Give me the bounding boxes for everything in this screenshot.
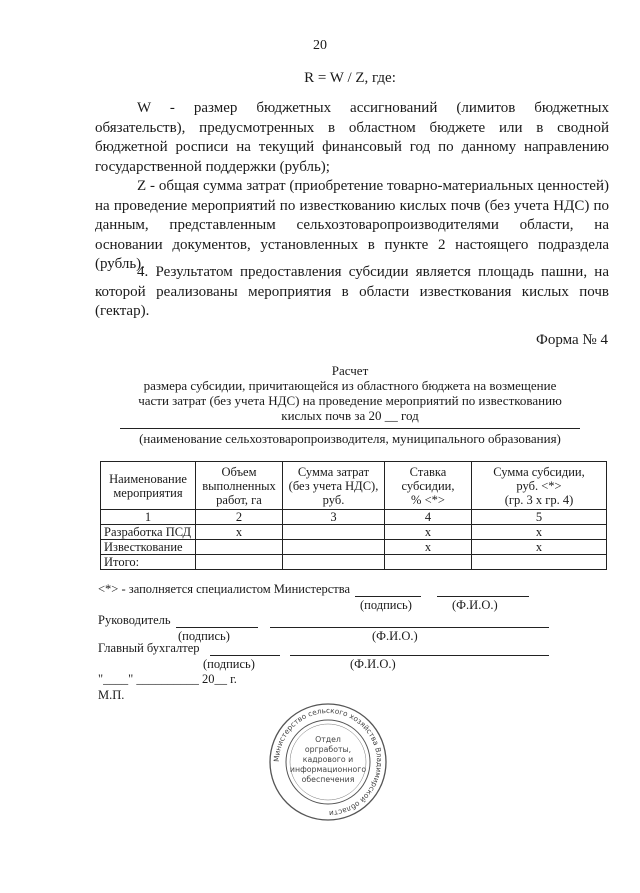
subsidy-table bbox=[100, 461, 607, 570]
definition-w-text: W - размер бюджетных ассигнований (лимитов бюджетных обязательств), предусмотренных в областном бюджете или в сводной бюджетной росписи на текущий финансовый год по данному направлению государственной поддержки (рубль); bbox=[95, 100, 609, 175]
header-cell: Сумма затрат (без учета НДС), руб. bbox=[283, 462, 385, 510]
stamp-line: обеспечения bbox=[301, 775, 355, 784]
stamp-line: Отдел bbox=[315, 735, 341, 744]
definition-z-text: Z - общая сумма затрат (приобретение товарно-материальных ценностей) на проведение мероприятий по известкованию кислых почв (без учета НДС) по данным, представленным сельхозтоваропроизводителями области, на основании документов, установленных в пункте 2 настоящего подраздела (рубль). bbox=[95, 178, 609, 272]
table-header-row bbox=[101, 462, 607, 510]
calc-line-1: размера субсидии, причитающейся из областного бюджета на возмещение bbox=[143, 378, 557, 393]
footnote: <*> - заполняется специалистом Министерства bbox=[98, 582, 351, 596]
head-signature-caption: (подпись) bbox=[178, 629, 230, 643]
number-cell: 1 bbox=[101, 510, 196, 525]
number-cell: 3 bbox=[283, 510, 385, 525]
definition-w bbox=[95, 99, 609, 177]
table-cell: x bbox=[385, 540, 472, 555]
table-cell: x bbox=[472, 525, 607, 540]
calc-line-3: кислых почв за 20 __ год bbox=[281, 408, 419, 423]
form-number: Форма № 4 bbox=[536, 332, 608, 348]
table-cell bbox=[196, 540, 283, 555]
ministry-name-line bbox=[437, 596, 529, 597]
table-cell bbox=[283, 525, 385, 540]
page-number: 20 bbox=[313, 38, 327, 53]
table-row bbox=[101, 540, 607, 555]
formula: R = W / Z, где: bbox=[304, 70, 396, 86]
calc-title: Расчет bbox=[331, 363, 369, 378]
calculation-title bbox=[120, 363, 580, 423]
date-line: "____" __________ 20__ г. bbox=[98, 672, 237, 686]
accountant-name-caption: (Ф.И.О.) bbox=[350, 657, 396, 671]
table-cell bbox=[283, 540, 385, 555]
table-cell: Разработка ПСД bbox=[101, 525, 196, 540]
head-name-line bbox=[270, 627, 549, 628]
accountant-signature-line bbox=[210, 655, 280, 656]
number-cell: 5 bbox=[472, 510, 607, 525]
seal-label: М.П. bbox=[98, 688, 125, 702]
table-cell bbox=[385, 555, 472, 570]
stamp-line: информационного bbox=[289, 765, 367, 774]
accountant-signature-caption: (подпись) bbox=[203, 657, 255, 671]
ministry-name-caption: (Ф.И.О.) bbox=[452, 598, 498, 612]
calc-line-2: части затрат (без учета НДС) на проведение мероприятий по известкованию bbox=[138, 393, 562, 408]
stamp-ring-text: Министерство сельского хозяйства Владимирской области bbox=[271, 705, 385, 819]
table-cell: x bbox=[385, 525, 472, 540]
table-cell bbox=[283, 555, 385, 570]
head-signature-line bbox=[176, 627, 258, 628]
header-cell: Ставка субсидии, % <*> bbox=[385, 462, 472, 510]
paragraph-4-text: 4. Результатом предоставления субсидии является площадь пашни, на которой реализованы мероприятия в области известкования кислых почв (гектар). bbox=[95, 264, 609, 319]
stamp-line: оргработы, bbox=[304, 745, 352, 754]
name-fill-line bbox=[120, 428, 580, 429]
table-row bbox=[101, 525, 607, 540]
ministry-signature-caption: (подпись) bbox=[360, 598, 412, 612]
number-cell: 4 bbox=[385, 510, 472, 525]
table-cell bbox=[196, 555, 283, 570]
table-cell: x bbox=[196, 525, 283, 540]
official-stamp bbox=[268, 702, 388, 822]
name-caption: (наименование сельхозтоваропроизводителя, муниципального образования) bbox=[139, 431, 561, 446]
table-cell: Известкование bbox=[101, 540, 196, 555]
table-cell bbox=[472, 555, 607, 570]
accountant-label: Главный бухгалтер bbox=[98, 641, 200, 655]
accountant-name-line bbox=[290, 655, 549, 656]
header-cell: Сумма субсидии, руб. <*> (гр. 3 x гр. 4) bbox=[472, 462, 607, 510]
paragraph-4 bbox=[95, 263, 609, 322]
head-name-caption: (Ф.И.О.) bbox=[372, 629, 418, 643]
header-cell: Объем выполненных работ, га bbox=[196, 462, 283, 510]
table-number-row bbox=[101, 510, 607, 525]
stamp-line: кадрового и bbox=[302, 755, 354, 764]
table-cell: Итого: bbox=[101, 555, 196, 570]
head-label: Руководитель bbox=[98, 613, 171, 627]
table-cell: x bbox=[472, 540, 607, 555]
header-cell: Наименование мероприятия bbox=[101, 462, 196, 510]
ministry-signature-line bbox=[355, 596, 421, 597]
definition-z bbox=[95, 177, 609, 275]
number-cell: 2 bbox=[196, 510, 283, 525]
table-row bbox=[101, 555, 607, 570]
